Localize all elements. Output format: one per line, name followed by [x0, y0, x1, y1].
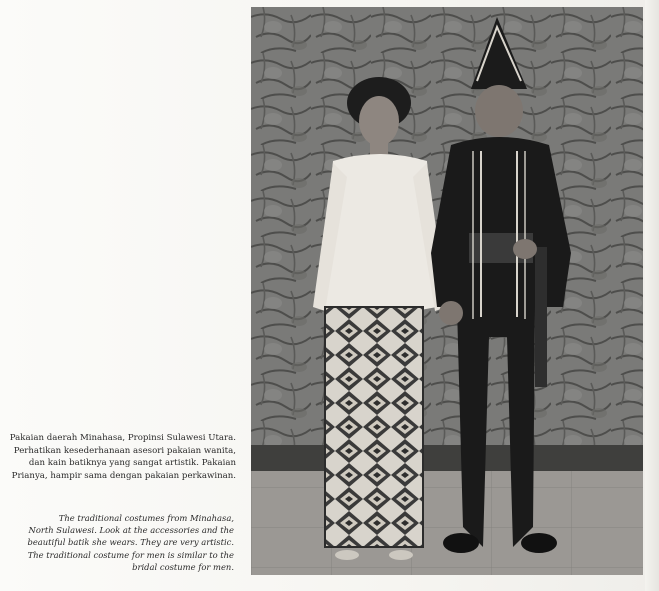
caption-indonesian — [8, 432, 236, 482]
caption-en-line: The traditional costume for men is similar to the — [27, 549, 234, 560]
caption-en-line: North Sulawesi. Look at the accessories and the — [28, 525, 234, 536]
caption-en-line: bridal costume for men. — [132, 561, 234, 572]
caption-english — [8, 512, 234, 573]
caption-id-line: Pakaian daerah Minahasa, Propinsi Sulawesi Utara. — [9, 433, 236, 443]
caption-id-line: dan kain batiknya yang sangat artistik. Pakaian — [28, 458, 236, 469]
caption-id-line: Prianya, hampir sama dengan pakaian perkawinan. — [11, 470, 236, 481]
caption-en-line: The traditional costumes from Minahasa, — [58, 513, 234, 523]
page-gutter — [645, 0, 659, 591]
costume-photograph — [251, 7, 643, 575]
caption-id-line: Perhatikan kesederhanaan asesori pakaian wanita, — [13, 445, 236, 456]
caption-en-line: beautiful batik she wears. They are very artistic. — [27, 537, 234, 548]
